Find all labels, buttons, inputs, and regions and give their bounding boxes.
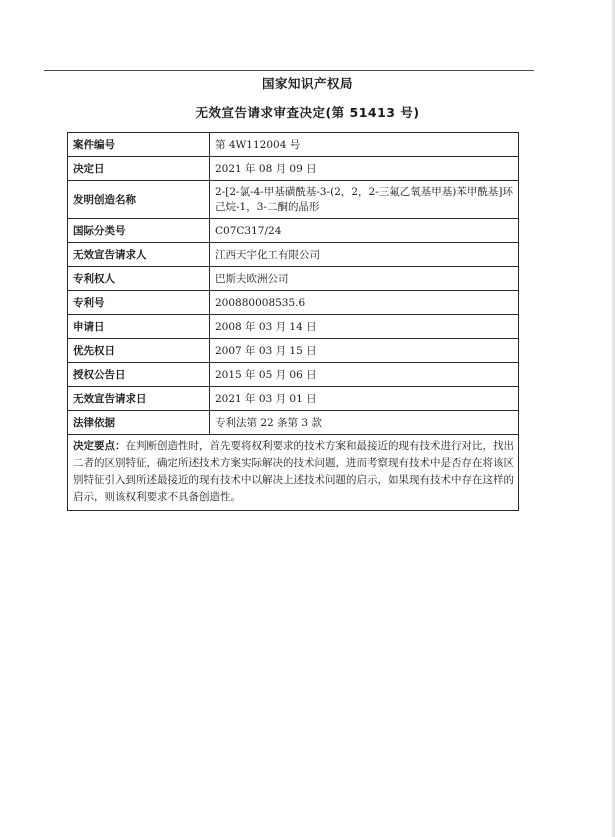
filing-date-value: 2008 年 03 月 14 日 xyxy=(210,315,519,339)
decision-date-label: 决定日 xyxy=(68,157,210,181)
grant-date-label: 授权公告日 xyxy=(68,363,210,387)
patent-number-label: 专利号 xyxy=(68,291,210,315)
table-row-grant-date xyxy=(68,363,519,387)
request-date-label: 无效宣告请求日 xyxy=(68,387,210,411)
table-row-invention-name xyxy=(68,181,519,219)
table-row-request-date xyxy=(68,387,519,411)
requester-label: 无效宣告请求人 xyxy=(68,243,210,267)
priority-date-value: 2007 年 03 月 15 日 xyxy=(210,339,519,363)
invention-name-value: 2-[2-氯-4-甲基磺酰基-3-(2，2，2-三氟乙氧基甲基)苯甲酰基]环己烷-1，3-二酮的晶形 xyxy=(210,181,519,219)
requester-value: 江西天宇化工有限公司 xyxy=(210,243,519,267)
legal-basis-label: 法律依据 xyxy=(68,411,210,435)
top-rule xyxy=(44,70,534,71)
priority-date-label: 优先权日 xyxy=(68,339,210,363)
decision-title: 无效宣告请求审查决定(第 51413 号) xyxy=(195,105,420,120)
patent-number-value: 200880008535.6 xyxy=(210,291,519,315)
case-info-table xyxy=(67,132,519,511)
table-row-patent-number xyxy=(68,291,519,315)
table-row-priority-date xyxy=(68,339,519,363)
patentee-value: 巴斯夫欧洲公司 xyxy=(210,267,519,291)
case-number-label: 案件编号 xyxy=(68,133,210,157)
table-row-classification xyxy=(68,219,519,243)
filing-date-label: 申请日 xyxy=(68,315,210,339)
table-row-decision-date xyxy=(68,157,519,181)
table-row-filing-date xyxy=(68,315,519,339)
decision-summary xyxy=(68,435,519,511)
office-title: 国家知识产权局 xyxy=(261,76,353,91)
table-row-summary xyxy=(68,435,519,511)
table-row-case-number xyxy=(68,133,519,157)
table-row-legal-basis xyxy=(68,411,519,435)
summary-label: 决定要点： xyxy=(73,440,126,452)
table-row-requester xyxy=(68,243,519,267)
summary-text: 在判断创造性时，首先要将权利要求的技术方案和最接近的现有技术进行对比，找出二者的区别特征，确定所述技术方案实际解决的技术问题，进而考察现有技术中是否存在将该区别特征引入到所述最接近的现有技术中以解决上述技术问题的启示，如果现有技术中存在这样的启示，则该权利要求不具备创造性。 xyxy=(73,440,514,503)
table-row-patentee xyxy=(68,267,519,291)
classification-value: C07C317/24 xyxy=(210,219,519,243)
legal-basis-value: 专利法第 22 条第 3 款 xyxy=(210,411,519,435)
grant-date-value: 2015 年 05 月 06 日 xyxy=(210,363,519,387)
decision-date-value: 2021 年 08 月 09 日 xyxy=(210,157,519,181)
classification-label: 国际分类号 xyxy=(68,219,210,243)
invention-name-label: 发明创造名称 xyxy=(68,181,210,219)
patentee-label: 专利权人 xyxy=(68,267,210,291)
request-date-value: 2021 年 03 月 01 日 xyxy=(210,387,519,411)
case-number-value: 第 4W112004 号 xyxy=(210,133,519,157)
